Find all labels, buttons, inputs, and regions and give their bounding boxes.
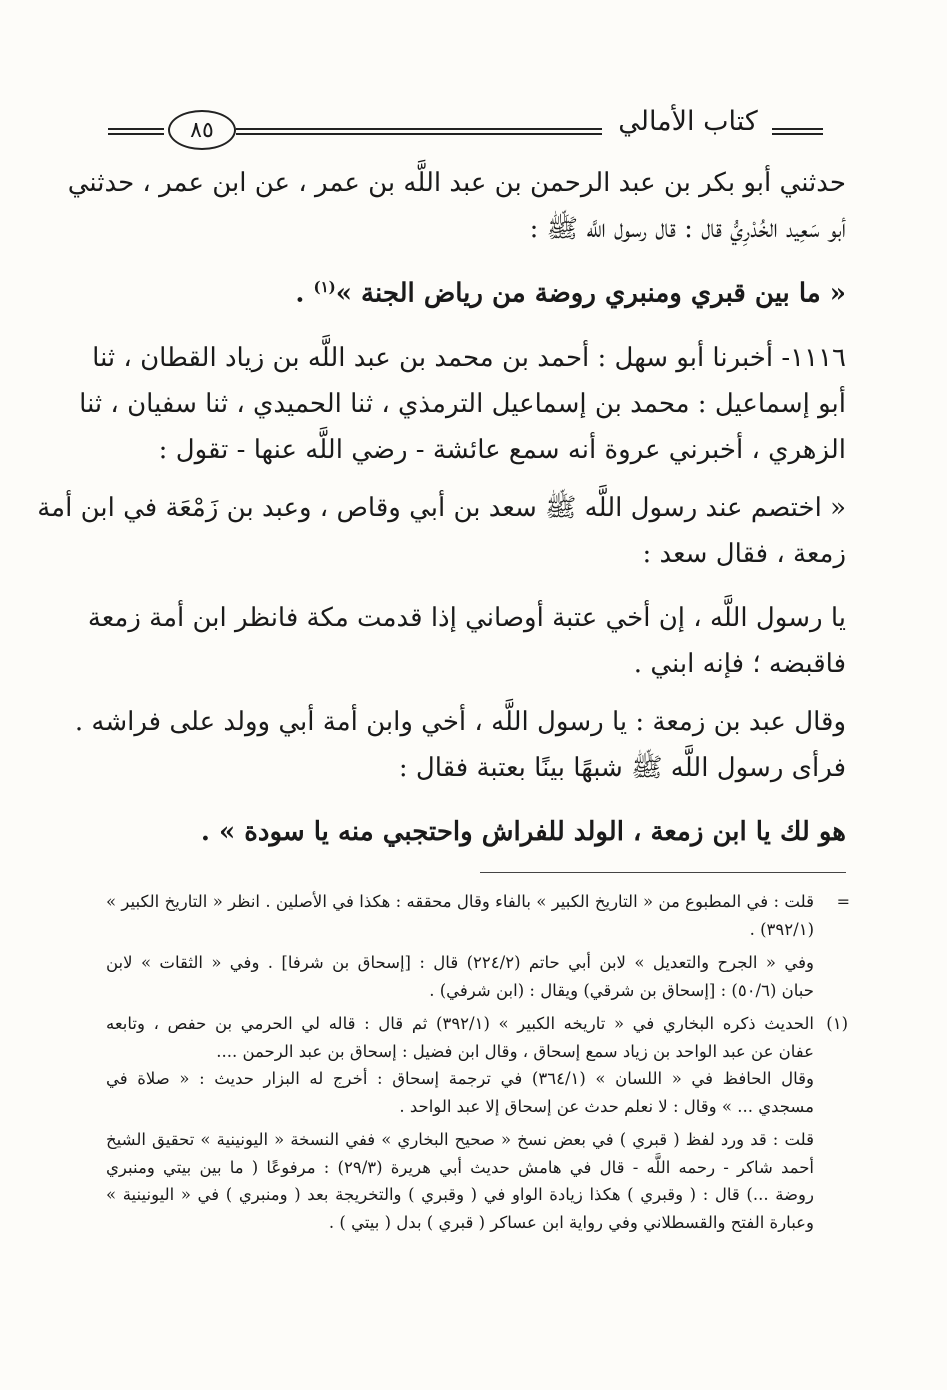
footnote-line: قلت : قد ورد لفظ ( قبري ) في بعض نسخ « صحيح البخاري » ففي النسخة « اليونينية » تحقيق الشيخ [106,1130,814,1149]
text-line: الزهري ، أخبرني عروة أنه سمع عائشة - رضي اللَّه عنها - تقول : [158,434,846,465]
footnote-line: وفي « الجرح والتعديل » لابن أبي حاتم (٢٢٤/٢) قال : [إسحاق بن شرفا] . وفي « الثقات » لابن [106,953,814,972]
header-rule-middle [236,128,602,135]
text-line: أبو سَعِيد الخُدْرِيُّ قال : قال رسول اللَّه ﷺ : [529,214,846,244]
page-header [108,104,823,154]
footnote-line: الحديث ذكره البخاري في « تاريخه الكبير » (٣٩٢/١) ثم قال : قاله لي الحرمي بن حفص ، وتابعه [106,1014,814,1033]
footnote-reference: (١) [313,278,336,296]
footnote-line: (٣٩٢/١) . [749,919,814,939]
hadith-line: يا رسول اللَّه ، إن أخي عتبة أوصاني إذا قدمت مكة فانظر ابن أمة زمعة [87,602,846,633]
hadith-line: « اختصم عند رسول اللَّه ﷺ سعد بن أبي وقاص ، وعبد بن زَمْعَة في ابن أمة [37,492,846,523]
page-number: ٨٥ [168,110,236,150]
footnote-number: (١) [826,1014,848,1033]
footnote-separator [480,872,846,873]
footnote-line: وعبارة الفتح والقسطلاني وفي رواية ابن عساكر ( قبري ) بدل ( بيتي ) . [328,1212,814,1232]
footnote-line: قلت : في المطبوع من « التاريخ الكبير » بالفاء وقال محققه : هكذا في الأصلين . انظر « التاريخ الكبير » [106,892,814,911]
header-rule-right [772,128,823,135]
header-rule-left [108,128,164,135]
footnote-line: وقال الحافظ في « اللسان » (٣٦٤/١) في ترجمة إسحاق : أخرج له البزار حديث : « صلاة في [106,1069,815,1088]
hadith-line: وقال عبد بن زمعة : يا رسول اللَّه ، أخي وابن أمة أبي وولد على فراشه . [74,706,846,737]
hadith-text [104,264,846,317]
text-line: حدثني أبو بكر بن عبد الرحمن بن عبد اللَّه بن عمر ، عن ابن عمر ، حدثني [67,168,846,198]
book-title: كتاب الأمالي [618,106,758,137]
footnotes [106,888,848,1236]
hadith-line: « ما بين قبري ومنبري روضة من رياض الجنة » [335,278,846,309]
footnote-continuation-mark: = [836,892,850,911]
text-line: أبو إسماعيل : محمد بن إسماعيل الترمذي ، ثنا الحميدي ، ثنا سفيان ، ثنا [79,388,846,419]
footnote-line: عفان عن عبد الواحد بن زياد سمع إسحاق ، وقال ابن فضيل : إسحاق بن عبد الرحمن .... [216,1041,814,1061]
footnote-line: حبان (٥٠/٦) : [إسحاق بن شرقي) ويقال : (ابن شرفي) . [429,980,814,1000]
hadith-end-mark: . [295,278,314,309]
hadith-line: زمعة ، فقال سعد : [642,538,846,569]
hadith-line: فاقبضه ؛ فإنه ابني . [633,648,846,679]
text-line: ١١١٦- أخبرنا أبو سهل : أحمد بن محمد بن عبد اللَّه بن زياد القطان ، ثنا [92,342,846,373]
main-text [37,160,846,855]
footnote-1 [106,1010,848,1038]
hadith-line: هو لك يا ابن زمعة ، الولد للفراش واحتجبي منه يا سودة » . [200,816,846,847]
hadith-line: فرأى رسول اللَّه ﷺ شبهًا بينًا بعتبة فقال : [398,752,846,783]
footnote-line: روضة ...) قال : ( وقبري ) هكذا زيادة الواو في ( وقبري ) والتخريجة بعد ( ومنبري ) في « اليونينية » [106,1185,814,1204]
footnote-line: مسجدي ... » وقال : لا نعلم حدث عن إسحاق إلا عبد الواحد . [399,1096,814,1116]
footnote-line: أحمد شاكر - رحمه اللَّه - قال في هامش حديث أبي هريرة (٢٩/٣) : مرفوعًا ( ما بين بيتي ومنبري [106,1157,814,1177]
